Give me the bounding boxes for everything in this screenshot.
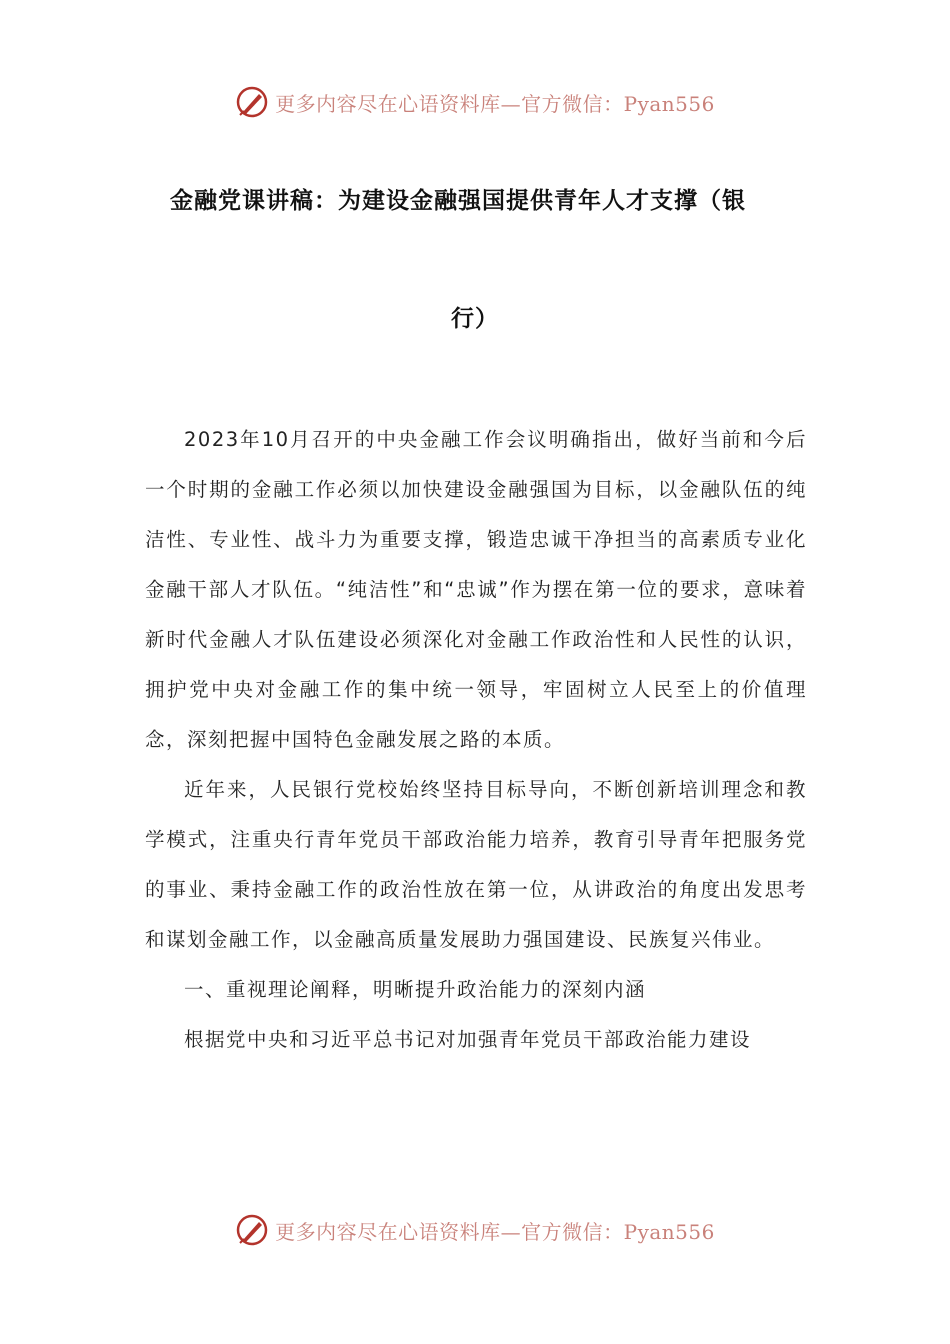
pen-logo-icon	[235, 85, 269, 119]
banner-text: 更多内容尽在心语资料库—官方微信：Pyan556	[275, 1219, 715, 1244]
banner-text: 更多内容尽在心语资料库—官方微信：Pyan556	[275, 91, 715, 116]
paragraph: 2023年10月召开的中央金融工作会议明确指出，做好当前和今后一个时期的金融工作必须以加快建设金融强国为目标，以金融队伍的纯洁性、专业性、战斗力为重要支撑，锻造忠诚干净担当的高素质专业化金融干部人才队伍。“纯洁性”和“忠诚”作为摆在第一位的要求，意味着新时代金融人才队伍建设必须深化对金融工作政治性和人民性的认识，拥护党中央对金融工作的集中统一领导，牢固树立人民至上的价值理念，深刻把握中国特色金融发展之路的本质。	[145, 428, 807, 751]
document-body	[145, 415, 807, 1065]
pen-logo-icon	[235, 1213, 269, 1247]
document-title-line-2: 行）	[451, 306, 499, 332]
paragraph: 根据党中央和习近平总书记对加强青年党员干部政治能力建设	[184, 1028, 752, 1051]
header-watermark-banner	[0, 82, 950, 122]
document-title-line-1: 金融党课讲稿：为建设金融强国提供青年人才支撑（银	[170, 188, 746, 214]
footer-watermark-banner	[0, 1210, 950, 1250]
section-heading: 一、重视理论阐释，明晰提升政治能力的深刻内涵	[184, 978, 647, 1001]
paragraph: 近年来，人民银行党校始终坚持目标导向，不断创新培训理念和教学模式，注重央行青年党员干部政治能力培养，教育引导青年把服务党的事业、秉持金融工作的政治性放在第一位，从讲政治的角度出发思考和谋划金融工作，以金融高质量发展助力强国建设、民族复兴伟业。	[145, 778, 807, 951]
